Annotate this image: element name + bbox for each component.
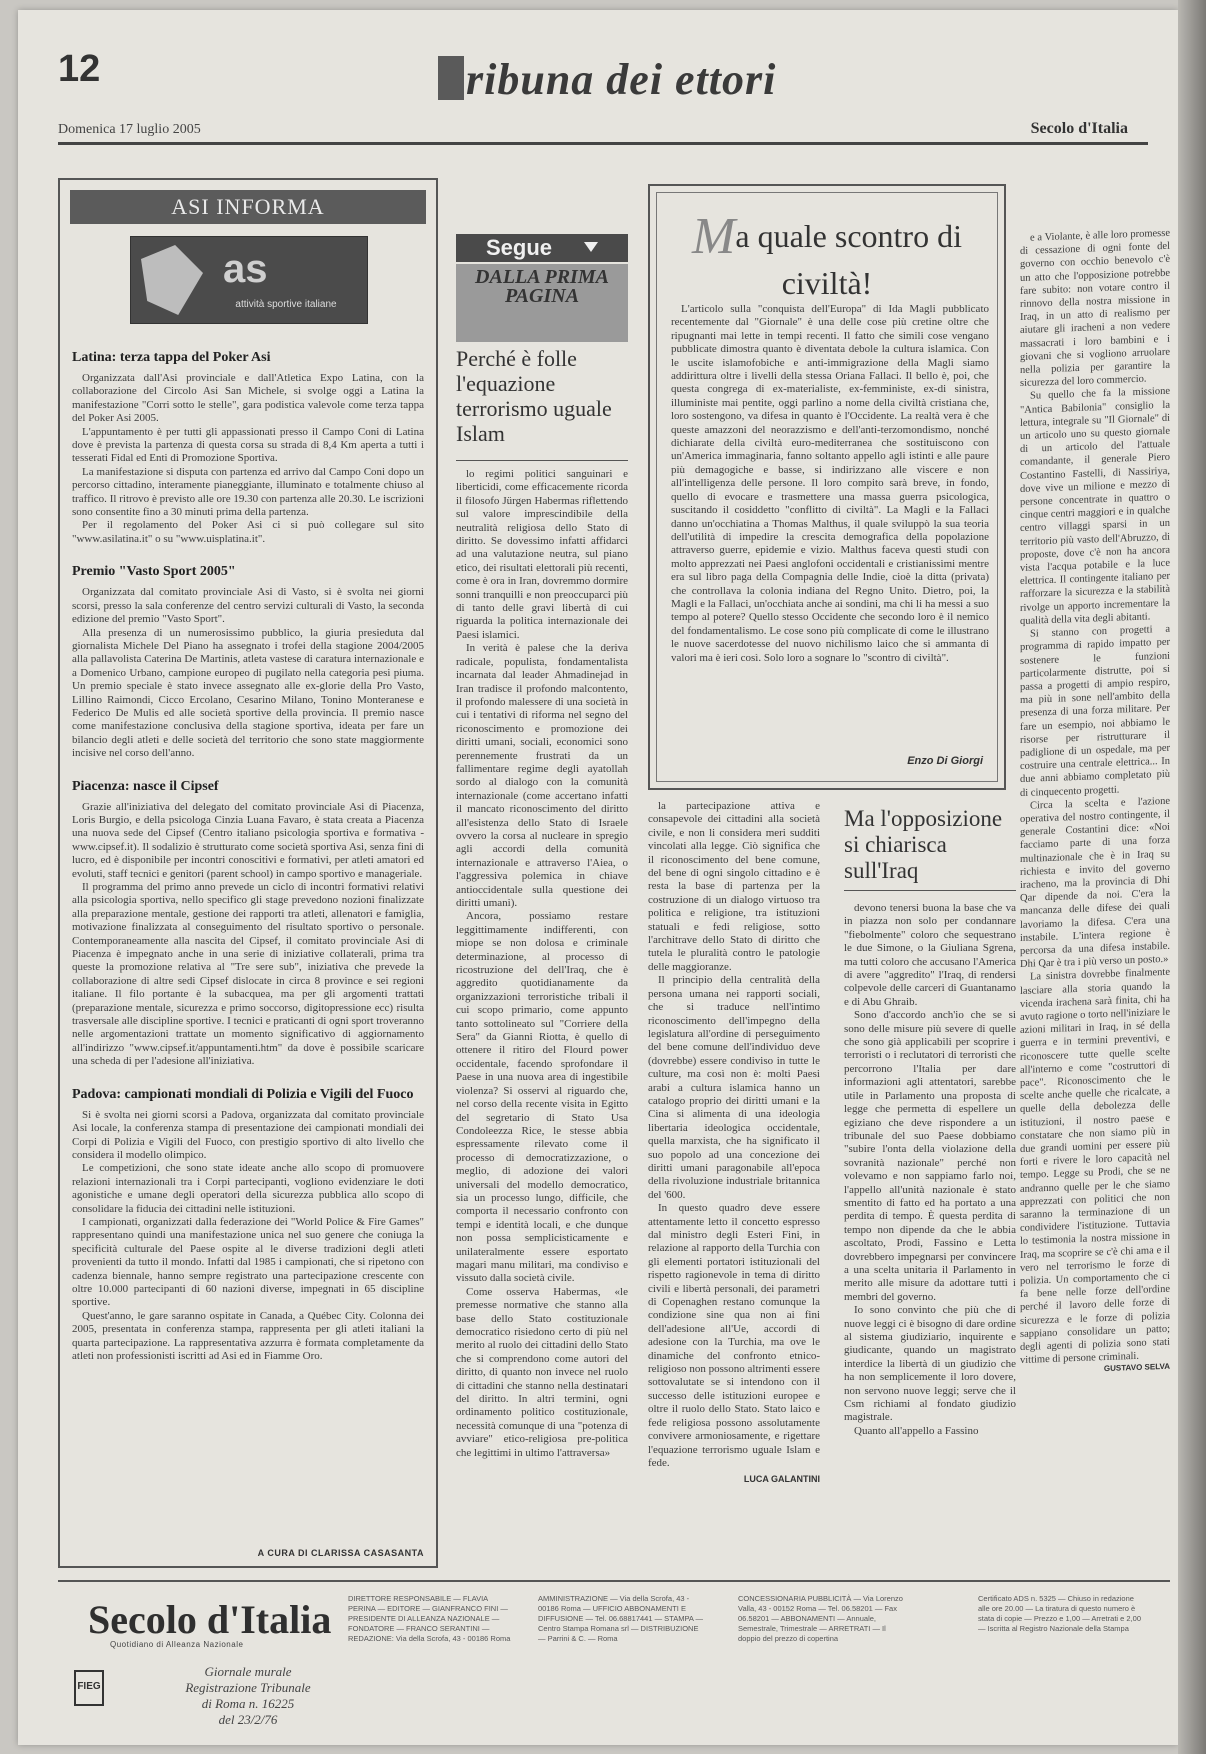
headline-iraq: Ma l'opposizione si chiarisca sull'Iraq — [844, 806, 1003, 883]
footer-rule — [58, 1580, 1170, 1582]
asi-articles — [72, 340, 424, 1540]
paper-name-small: Secolo d'Italia — [1030, 120, 1128, 137]
asi-logo — [130, 236, 368, 324]
civilta-headline-text: a quale scontro di civiltà! — [735, 218, 962, 301]
article-paragraph: Su quello che fa la missione "Antica Babilonia" consiglio la lettura, integrale su "Il Giornale" di un articolo uno su questo giornale di un articolo del l'attuale comandante, il generale Piero Costantino Fastelli, di Nassiriya, dove vive un milione e mezzo di persone concentrate in quattro o cinque centri maggiori e in qualche centro villaggi sparsi in un territorio più vasto dell'Abruzzo, di proposte, dove c'è non ha ancora vista l'acqua potabile e la luce elettrica. Il contingente italiano per rafforzare la sicurezza e la stabilità rivolge un apporto incrementare la qualità della vita degli abitanti. — [1020, 386, 1170, 627]
iraq-article-body — [844, 902, 1016, 1572]
article-paragraph: devono tenersi buona la base che va in piazza non solo per condannare "fiebolmente" coloro che sequestrano le due Simone, o la Giuliana Sgrena, ma tutti coloro che accusano l'America di avere "aggredito" l'Iraq, di rendersi colpevole delle carceri di Guantanamo e di Abu Ghraib. — [844, 902, 1016, 1008]
article-paragraph: Per il regolamento del Poker Asi ci si può collegare sul sito "www.asilatina.it" o su "www.uisplatina.it". — [72, 519, 424, 545]
section-masthead — [438, 54, 776, 105]
article-paragraph: Ancora, possiamo restare leggittimamente indifferenti, con miope se non dolosa e criminale determinazione, al processo di ricostruzione del dell'Iraq, che è aggredito quotidianamente da organizzazioni terroristiche tribali il cui scopo primario, come appunto tanto sottolineato sul "Corriere della Sera" da Gianni Riotta, è quello di ottenere il ritiro del Flourd power occidentale, facendo sprofondare il Paese in una nuova area di ingestibile violenza? Si osservi al riguardo che, nel corso della recente visita in Egitto del segretario di Stato Usa Condoleezza Rice, le stesse abbia espressamente rilevato come il processo di democratizzazione, o meglio, di adozione dei valori universali del modello democratico, sia un processo lungo, difficile, che comporta il necessario confronto con tempi e identità locali, e che dunque non possa semplicisticamente e unilateralmente essere esportato magari manu militari, ma condiviso e vissuto dalla società civile. — [456, 910, 628, 1285]
iraq-continuation — [1020, 227, 1170, 1572]
masthead-initial-block — [438, 56, 464, 100]
footer-registration-line: Giornale murale — [204, 1664, 292, 1679]
article-paragraph: Organizzata dall'Asi provinciale e dall'Atletica Expo Latina, con la collaborazione del Circolo Asi San Michele, si svolge oggi a Latina la manifestazione "Corri sotto le stelle", gara podistica valevole come terza tappa del Poker Asi 2005. — [72, 372, 424, 425]
article-title: Premio "Vasto Sport 2005" — [72, 564, 236, 580]
article-paragraph: Il programma del primo anno prevede un ciclo di incontri formativi relativi alla psicologia sportiva, nello specifico gli stage prevedono nozioni finalizzate alla preparazione mentale, gestione dei rapporti tra atleti, allenatori e famiglia, motivazione finalizzata al conseguimento del risultato sportivo o personale. Contemporaneamente alla nascita del Cipsef, il comitato provinciale Asi di Piacenza è impegnato anche in una serie di iniziative collaterali, prima tra queste la promozione relativa al "Tre sere sub", iniziativa che prevede la collaborazione di altre sedi Cipsef dislocate in circa 8 province e sei regioni italiane. Il filo portante è la subacquea, ma per gli argomenti trattati (preparazione mentale, sicurezza e primo soccorso, digitopressione ecc) risulta trasversale alle discipline sportive. I tecnici e praticanti di ogni sport troveranno nelle argomentazioni trattate un momento significativo di aggiornamento all'indirizzo "www.cipsef.it/appuntamenti.htm" da dove è possibile scaricare una scheda di per l'adesione all'iniziativa. — [72, 881, 424, 1068]
article-title: Padova: campionati mondiali di Polizia e Vigili del Fuoco — [72, 1086, 414, 1102]
fieg-logo-icon: FIEG — [74, 1670, 104, 1706]
segue-subtitle: DALLA PRIMA PAGINA — [456, 264, 628, 342]
article-paragraph: Si è svolta nei giorni scorsi a Padova, organizzata dal comitato provinciale Asi locale, la conferenza stampa di presentazione dei campionati mondiali dei Corpi di Polizia e Vigili del Fuoco, con prestigio sportivo di alto livello che considera il modello olimpico. — [72, 1108, 424, 1161]
asi-banner: ASI INFORMA — [70, 190, 426, 224]
footer-info-column: DIRETTORE RESPONSABILE — FLAVIA PERINA — EDITORE — GIANFRANCO FINI — PRESIDENTE DI ALLEANZA NAZIONALE — FONDATORE — FRANCO SERANTINI — REDAZIONE: Via della Scrofa, 43 - 00186 Roma — [348, 1594, 511, 1643]
segue-text: Segue — [486, 235, 553, 260]
article-paragraph: Organizzata dal comitato provinciale Asi di Vasto, si è svolta nei giorni scorsi, presso la sala conferenze del centro servizi culturali di Vasto, la seconda edizione del premio "Vasto Sport". — [72, 586, 424, 626]
footer-info-column: Certificato ADS n. 5325 — Chiuso in redazione alle ore 20.00 — La tiratura di questo numero è stata di copie — Prezzo e 1,00 — Arretrati e 2,00 — Iscritta al Registro Nazionale della Stampa — [978, 1594, 1142, 1633]
headline-terrorismo: Perché è folle l'equazione terrorismo uguale Islam — [456, 346, 612, 446]
article-title: Piacenza: nasce il Cipsef — [72, 778, 219, 794]
civilta-initial: M — [692, 208, 736, 265]
masthead-text: ribuna dei ettori — [466, 55, 777, 104]
civilta-inner-frame — [656, 192, 998, 782]
article-paragraph: I campionati, organizzati dalla federazione dei "World Police & Fire Games" rappresentano quindi una manifestazione unica nel suo genere che coniuga la specificità culturale del Paese ospite al le diverse tradizioni degli atleti provenienti da tutto il mondo. Infatti dal 1985 i campionati, che si ripetono con cadenza biennale, hanno sempre registrato una partecipazione crescente con oltre 10.000 partecipanti di 60 nazioni diverse, impegnati in 65 discipline sportive. — [72, 1215, 424, 1309]
article-paragraph: La sinistra dovrebbe finalmente lasciare alla storia quando la vicenda irachena sarà finita, chi ha avuto ragione o torto nell'iniziare le azioni militari in Iraq, in sé della guerra e in termini preventivi, e riconoscere tutte quelle scelte all'interno e come "costruttori di pace". Riconoscimento che le scelte anche quelle che ricalcate, a quelle della debolezza delle istituzioni, il nostro paese e constatare che non siamo più in due grandi uomini per essere più forti e rivere le loro capacità nel tempo. Legge su Prodi, che se ne andranno quelle per le che siamo apprezzati con politici che non saranno la terminazione di un condividere l'istituzione. Tuttavia lo testimonia la nostra missione in Iraq, ma scoprire se c'è chi ama e il vero nel terrorismo le forze di polizia. Un comportamento che ci fa bene nelle forze dell'ordine perché il lavoro delle forze di sicurezza e le forze di polizia sappiano consolidare un patto; degli agenti di polizia sono stati vittime di persone criminali. — [1020, 967, 1170, 1367]
article-title: Latina: terza tappa del Poker Asi — [72, 350, 271, 365]
article-paragraph: Il principio della centralità della persona umana nei rapporti sociali, che si traduce nell'intimo riconoscimento dell'impegno della legislatura all'ordine di perseguimento del bene comune dell'individuo deve (dovrebbe) essere condiviso in tutte le culture, ma così non è: molti Paesi arabi a cultura islamica hanno un catalogo proprio dei diritti umani e la Cina si alimenta di una ideologia libertaria ideologica occidentale, quella marxista, che ha significato il suo popolo ad una concezione dei diritti umani paragonabile all'epoca della rivoluzione industriale britannica del '600. — [648, 974, 820, 1201]
article-paragraph: Quanto all'appello a Fassino — [854, 1424, 979, 1437]
article-paragraph: L'appuntamento è per tutti gli appassionati presso il Campo Coni di Latina dove è prevista la partenza di questa corsa su strada di 8,4 Km aperta a tutti i tesserati Fidal ed Enti di Promozione Sportiva. — [72, 425, 424, 465]
article-signature: LUCA GALANTINI — [743, 1474, 820, 1485]
article-paragraph: Grazie all'iniziativa del delegato del comitato provinciale Asi di Piacenza, Loris Burgio, e della psicologa Cinzia Luana Favaro, è stata creata a Piacenza una nuova sede del Cipsef (Centro italiano psicologia sportiva e formativa - www.cipsef.it). Il sodalizio è strutturato come società sportiva Asi, senza fini di lucro, ed è disponibile per incontri conoscitivi e formativi, per atleti amatori ed evoluti, staff tecnici e genitori (parent school) in campo sportivo e manageriale. — [72, 800, 424, 880]
article-paragraph: In questo quadro deve essere attentamente letto il concetto espresso dal ministro degli Esteri Fini, in relazione al rapporto della Turchia con gli elementi portatori istituzionali del rispetto ragionevole in tema di diritto civili e libertà personali, dei parametri di Copenaghen restano comunque la condizione sine qua non ai fini dell'adesione all'Ue, accordi di adesione con la Turchia, ma ove le dinamiche del confronto etnico-religioso non possono altrimenti essere sottovalutate se si intendono con il successo delle istituzioni europee e oltre il ruolo dello Stato. Stato laico e fede religiosa possono assolutamente convivere armoniosamente, e rigettare l'equazione terrorismo uguale Islam e fede. — [648, 1202, 820, 1469]
terrorismo-continuation — [648, 800, 820, 1572]
article-paragraph: In verità è palese che la deriva radicale, populista, fondamentalista incarnata dal leader Ahmadinejad in Iran tradisce il profondo malcontento, il profondo malessere di una società in cui i tentativi di riforma nel segno del riconoscimento e promozione dei diritti umani, sociali, economici sono perennemente frustrati da un fallimentare regime degli ayatollah sordo al dialogo con la comunità internazionale (come accertano infatti il mancato riconoscimento del diritto all'esistenza dello Stato di Israele ovvero la corsa al nucleare in spregio agli accordi della comunità internazionale e attraverso l'Aiea, o l'aggressiva polemica in chiave antioccidentale sulla questione dei diritti umani). — [456, 642, 628, 909]
segue-label — [456, 234, 628, 262]
footer-brand: Secolo d'Italia — [88, 1597, 332, 1642]
triangle-down-icon — [584, 242, 598, 252]
civilta-signature: Enzo Di Giorgi — [907, 755, 983, 767]
article-paragraph: La manifestazione si disputa con partenza ed arrivo dal Campo Coni dopo un percorso cittadino, interamente pianeggiante, illuminato e totalmente chiuso al traffico. Il ritrovo è previsto alle ore 19.30 con partenza alle 20.30. Le iscrizioni sono consentite fino a 30 minuti prima della partenza. — [72, 465, 424, 519]
article-paragraph: lo regimi politici sanguinari e liberticidi, come efficacemente ricorda il filosofo Jürgen Habermas riflettendo sul valore imprescindibile della neutralità religiosa dello Stato di diritto. Se dovessimo infatti affidarci ad una valutazione neutra, sul piano etico, dei risultati elettorali più recenti, come è ora in Iran, dovremmo dormire sonni tranquilli e non preoccuparci più di tanto delle gravi libertà di cui riguarda la politica internazionale dei Paesi islamici. — [456, 468, 628, 641]
asi-logo-leaf-icon — [141, 245, 203, 315]
civilta-headline — [657, 207, 997, 300]
article-paragraph: e a Violante, è alle loro promesse di cessazione di ogni fonte del governo con occhio benevolo c'è un atto che l'opposizione potrebbe fare subito: non votare contro il rinnovo della nostra missione in Iraq, in un atto di realismo per aiutare gli iracheni a non vedere massacrati i loro bambini e i giovani che si vogliono arruolare nella polizia per garantire la sicurezza del loro commercio. — [1020, 227, 1170, 390]
article-signature: GUSTAVO SELVA — [1103, 1362, 1170, 1374]
issue-date: Domenica 17 luglio 2005 — [58, 122, 201, 137]
article-paragraph: Circa la scelta e l'azione operativa del nostro contingente, il generale Costantini dice: «Noi facciamo parte di una forza multinazionale che è in Iraq su richiesta e invito del governo iracheno, ma la provincia di Dhi Qar dipende da noi. C'era la mancanza delle difese dei quali lavoriamo la difesa. C'era una instabile. L'intera regione è percorsa da una difesa instabile. Dhi Qar è tra i più verso un posto.» — [1020, 795, 1170, 971]
footer-registration — [158, 1664, 338, 1728]
footer-info-column: AMMINISTRAZIONE — Via della Scrofa, 43 - 00186 Roma — UFFICIO ABBONAMENTI E DIFFUSIONE — Tel. 06.68817441 — STAMPA — Centro Stampa Romana srl — DISTRIBUZIONE — Parrini & C. — Roma — [538, 1594, 704, 1643]
segue-article-body — [456, 468, 628, 1572]
article-paragraph: la partecipazione attiva e consapevole dei cittadini alla società civile, e non li considera meri sudditi vincolati alla legge. Ciò significa che il riconoscimento del bene comune, del bene di ogni singolo cittadino e è resta la base di partenza per la costruzione di un dialogo virtuoso tra politica e religione, tra istituzioni statuali e fedi religiose, sotto l'architrave dello Stato di diritto che tutela le pluralità contro le patologie delle maggioranze. — [648, 800, 820, 973]
article-paragraph: Quest'anno, le gare saranno ospitate in Canada, a Québec City. Colonna dei 2005, presentata in conferenza stampa, rappresenta per gli atleti italiani la quarta partecipazione. La rappresentativa azzurra è formata completamente da atleti non professionisti iscritti ad Asi ed in Fiamme Oro. — [72, 1309, 424, 1362]
article-paragraph: Alla presenza di un numerosissimo pubblico, la giuria presieduta dal giornalista Michele Del Piano ha assegnato i trofei della stagione 2004/2005 alla pallavolista Caterina De Martinis, atleta vastese di caratura internazionale e a Domenico Urbano, campione europeo di pugilato nella categoria pesi piuma. Un premio speciale è stato invece assegnato alle ex-glorie della Pro Vasto, Lillino Raimondi, Cicco Ercolano, Cesarino Milano, Tonino Monteranese e Federico De Mulis ed alle società sportive della provincia. Il premio nasce come manifestazione conclusiva della stagione sportiva, ideata per fare un bilancio degli atleti e delle società del territorio che sono state maggiormente incisive nel corso dell'anno. — [72, 626, 424, 760]
article-paragraph: Io sono convinto che più che di nuove leggi ci è bisogno di dare ordine al sistema giudiziario, inquirente e giudicante, quando un magistrato interdice la libertà di un giudizio che ha non semplicemente il loro dovere, non servono nuove leggi; serve che il Csm richiami al fondato giudizio magistrale. — [844, 1304, 1016, 1424]
civilta-letter-box — [648, 184, 1006, 790]
asi-informa-box — [58, 178, 438, 1568]
headline-rule — [456, 460, 628, 461]
headline-rule — [844, 890, 1016, 891]
article-paragraph: Le competizioni, che sono state ideate anche allo scopo di promuovere relazioni internazionali tra i Corpi partecipanti, vogliono evidenziare le doti agonistiche e umane degli operatori della sicurezza pubblica allo scopo di consolidare la fiducia dei cittadini nelle istituzioni. — [72, 1162, 424, 1215]
newspaper-page — [18, 10, 1178, 1745]
asi-logo-text: as — [223, 247, 268, 291]
article-paragraph: Sono d'accordo anch'io che se si sono delle misure più severe di quelle che sono già applicabili per scoprire i terroristi o i reclutatori di terroristi che percorrono l'Italia per dare informazioni agli attentatori, sarebbe utile in Parlamento una proposta di legge che permetta di espellere un egiziano che deve rispondere a un tribunale del suo Paese dobbiamo "subire l'onta della violazione della sovranità nazionale" perché non volevamo e non sappiamo farlo noi, l'appello all'unità nazionale è stato smentito di fatto ed ha portato a una perdita di tempo. È questa perdita di tempo non dipende da che le abbia ascoltato, Prodi, Fassino e Letta dovrebbero impegnarsi per convincere a una scelta unitaria il Parlamento in merito alle misure da adottare tutti i membri del governo. — [844, 1009, 1016, 1303]
page-number: 12 — [58, 48, 101, 90]
header-rule — [58, 142, 1148, 145]
article-paragraph: Come osserva Habermas, «le premesse normative che stanno alla base dello Stato costituzionale democratico risiedono certo di più nel merito al ruolo dei cittadini dello Stato che si comprendono come autori del diritto, di quanto non invece nel ruolo di cittadini che stanno nella destinatari del diritto. In altri termini, ogni ordinamento politico costituzionale, necessità comunque di una "potenza di avviare" etico-religiosa pre-politica che legittimi in ultimo l'attraversa» — [456, 1285, 628, 1459]
page-binding-edge — [1178, 0, 1206, 1754]
footer-registration-line: di Roma n. 16225 — [201, 1696, 295, 1711]
article-paragraph: L'articolo sulla "conquista dell'Europa" di Ida Magli pubblicato recentemente dal "Giornale" è una delle cose più cretine oltre che ripugnanti mai lette in tempi recenti. Il fatto che simili cose vengano pubblicate dimostra quanto è diventata debole la cultura islamica. Con le uscite islamofobiche e anti-immigrazione della Magli siamo addirittura oltre i livelli della stessa Oriana Fallaci. Il bello è, poi, che questa congrega di ex-materialiste, ex-femministe, ex-di sinistra, illuministe mai pentite, oggi parlino a nome della civiltà cristiana che, loro sostengono, va difesa in quanto è l'Occidente. La realtà vera è che queste amazzoni del neorazzismo e dell'anti-terzomondismo, nonché dichiarate della civiltà euro-mediterranea che sostituiscono con un'America immaginaria, fanno soltanto appello agli istinti e alle paure più demagogiche e basse, si indirizzano alle viscere e non all'intelligenza delle persone. Il loro compito sarà breve, in fondo, quello di evocare e trasmettere una massa guerra psicologica, suscitando il cosiddetto "conflitto di civiltà". La Magli e la Fallaci danno un'occhiatina a Thomas Malthus, il quale sviluppò la sua teoria dell'utilità di impedire la crescita demografica della popolazione attraverso guerre, epidemie e vizio. Malthus faceva questi studi con molto apprezzati nei Paesi anglofoni occidentali e cristianissimi mentre era sul libro paga della Compagnia delle Indie, cioè la ditta (privata) che controllava la colonia indiana del Regno Unito. Dietro, poi, la Magli e la Fallaci, un'occhiata anche ai sondini, ma chi li ha messi a suo tempo al potere? Quello stesso Occidente che secondo loro è il nemico del fondamentalismo. Le cose sono più complicate di come le illustrano le nuove sacerdotesse del nuovo nichilismo laico che si ammanta di valori ma è ieri così. Solo loro a sognare lo "scontro di civiltà". — [671, 303, 989, 664]
article-paragraph: Si stanno con progetti a programma di rapido impatto per sostenere le funzioni particolarmente distrutte, poi si passa a progetti di ampio respiro, ma più in sone nell'ambito della presenza di una forza militare. Per fare un esempio, noi abbiamo le risorse per ristrutturare il padiglione di un ospedale, ma per costruire una centrale elettrica... In due anni abbiamo completato più di cinquecento progetti. — [1020, 623, 1170, 799]
footer-registration-line: del 23/2/76 — [218, 1712, 278, 1727]
footer-registration-line: Registrazione Tribunale — [185, 1680, 311, 1695]
civilta-body — [671, 303, 989, 753]
footer-info-column: CONCESSIONARIA PUBBLICITÀ — Via Lorenzo Valla, 43 - 00152 Roma — Tel. 06.58201 — Fax 06.58201 — ABBONAMENTI — Annuale, Semestrale, Trimestrale — ARRETRATI — Il doppio del prezzo di copertina — [738, 1594, 903, 1643]
footer-tagline: Quotidiano di Alleanza Nazionale — [110, 1640, 244, 1649]
asi-byline: A CURA DI CLARISSA CASASANTA — [257, 1548, 424, 1558]
asi-logo-subtitle: attività sportive italiane — [235, 299, 337, 310]
